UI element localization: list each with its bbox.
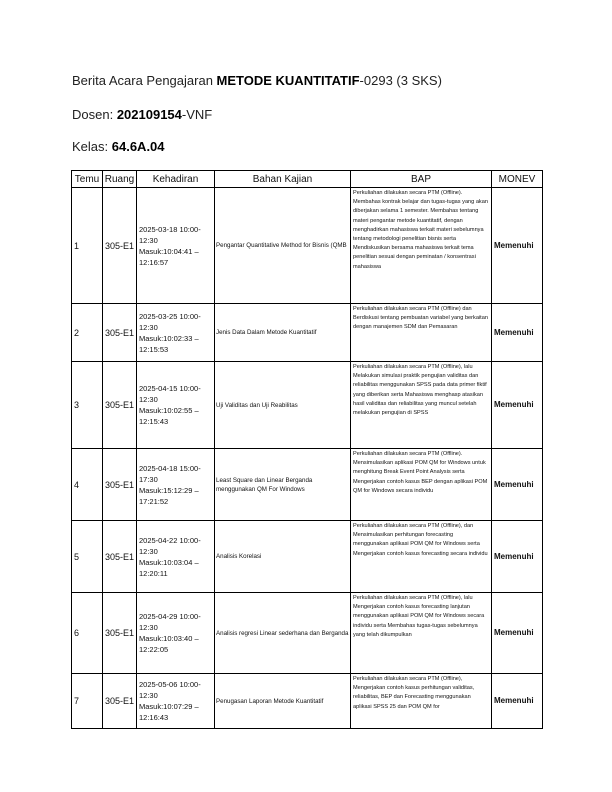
col-header-ruang: Ruang	[103, 171, 137, 188]
temu-cell: 6	[72, 593, 103, 674]
kehadiran-cell	[137, 449, 215, 521]
ruang-cell: 305-E1	[103, 304, 137, 362]
table-row	[72, 304, 543, 362]
col-header-monev: MONEV	[492, 171, 543, 188]
course-name: METODE KUANTITATIF	[216, 73, 360, 88]
masuk-text: Masuk:10:07:29 – 12:16:43	[139, 702, 199, 722]
bap-text: Perkuliahan dilakukan secara PTM (Offline). Membahas kontrak belajar dan tugas-tugas yang akan diberjakan selama 1 semester. Membahas tentang materi pengantar metode kuantitatif, dengan menghadirkan mahasiswa terkait materi sebelumnya tentang metodologi penelitian bisnis serta Mendiskusikan bersama mahasiswa terkait tema penelitian sesuai dengan peminatan / konsentrasi mahasiswa	[353, 190, 488, 270]
bap-cell	[351, 593, 492, 674]
col-header-temu: Temu	[72, 171, 103, 188]
schedule-text: 2025-03-18 10:00-12:30	[139, 224, 201, 245]
temu-cell: 4	[72, 449, 103, 521]
bap-cell	[351, 188, 492, 304]
table-header-row	[72, 171, 543, 188]
schedule-text: 2025-04-18 15:00-17:30	[139, 463, 201, 484]
temu-cell: 1	[72, 188, 103, 304]
temu-cell: 7	[72, 674, 103, 729]
col-header-kehadiran: Kehadiran	[137, 171, 215, 188]
bap-text: Perkuliahan dilakukan secara PTM (Offline), lalu Mengerjakan contoh kasus forecasting lanjutan menggunakan aplikasi POM QM for Windows secara individu serta Membahas tugas-tugas sebelumnya yang telah dikumpulkan	[353, 595, 485, 638]
monev-cell: Memenuhi	[492, 362, 543, 449]
dosen-label: Dosen:	[72, 107, 117, 122]
schedule-text: 2025-04-15 10:00-12:30	[139, 384, 201, 404]
temu-cell: 3	[72, 362, 103, 449]
bap-cell	[351, 674, 492, 729]
dosen-id: 202109154	[116, 107, 182, 122]
ruang-cell: 305-E1	[103, 674, 137, 729]
bahan-cell: Analisis regresi Linear sederhana dan Berganda	[215, 593, 351, 674]
masuk-text: Masuk:15:12:29 – 17:21:52	[139, 485, 199, 506]
monev-cell: Memenuhi	[492, 449, 543, 521]
kelas-value: 64.6A.04	[111, 139, 165, 154]
masuk-text: Masuk:10:02:33 – 12:15:53	[139, 333, 199, 354]
title-suffix: -0293 (3 SKS)	[359, 73, 442, 88]
kehadiran-cell	[137, 593, 215, 674]
monev-cell: Memenuhi	[492, 674, 543, 729]
class-line	[72, 139, 165, 154]
temu-cell: 2	[72, 304, 103, 362]
bap-text: Perkuliahan dilakukan secara PTM (Offline), Mengerjakan contoh kasus perhitungan validitas, reliabilitas, BEP dan Forecasting menggunakan aplikasi SPSS 25 dan POM QM for	[353, 676, 475, 710]
schedule-text: 2025-04-29 10:00-12:30	[139, 612, 201, 632]
col-header-bap: BAP	[351, 171, 492, 188]
table-row	[72, 521, 543, 593]
bap-text: Perkuliahan dilakukan secara PTM (Offline), dan Mensimulasikan perhitungan forecasting menggunakan aplikasi POM QM for Windows serta Mengerjakan contoh kasus forecasting secara individu	[353, 523, 488, 557]
schedule-text: 2025-05-06 10:00-12:30	[139, 680, 201, 700]
bap-text: Perkuliahan dilakukan secara PTM (Offline). Mensimulasikan aplikasi POM QM for Windows untuk menghitung Break Event Point Analysis serta Mengerjakan contoh kasus BEP dengan aplikasi POM QM for Windows secara individu	[353, 451, 488, 494]
table-row	[72, 674, 543, 729]
schedule-text: 2025-03-25 10:00-12:30	[139, 311, 201, 332]
ruang-cell: 305-E1	[103, 449, 137, 521]
bap-cell	[351, 521, 492, 593]
report-title	[72, 73, 442, 88]
masuk-text: Masuk:10:03:40 – 12:22:05	[139, 634, 199, 654]
kehadiran-cell	[137, 188, 215, 304]
teaching-report-table	[71, 170, 543, 729]
bap-text: Perkuliahan dilakukan secara PTM (Offline), lalu Melakukan simulasi praktik pengujian validitas dan reliabilitas menggunakan SPSS pada data primer fiktif yang diberikan serta Mahasiswa menghasp atasikan hasil validitas dan reliabilitas yang muncul setelah melakukan pengujian di SPSS	[353, 364, 487, 417]
masuk-text: Masuk:10:03:04 – 12:20:11	[139, 557, 199, 578]
monev-cell: Memenuhi	[492, 188, 543, 304]
bahan-cell: Penugasan Laporan Metode Kuantitatif	[215, 674, 351, 729]
kehadiran-cell	[137, 362, 215, 449]
kehadiran-cell	[137, 674, 215, 729]
kehadiran-cell	[137, 521, 215, 593]
table-row	[72, 449, 543, 521]
ruang-cell: 305-E1	[103, 362, 137, 449]
table-row	[72, 593, 543, 674]
kehadiran-cell	[137, 304, 215, 362]
bahan-cell: Uji Validitas dan Uji Reabilitas	[215, 362, 351, 449]
bahan-cell: Least Square dan Linear Berganda menggunakan QM For Windows	[215, 449, 351, 521]
col-header-bahan-kajian: Bahan Kajian	[215, 171, 351, 188]
monev-cell: Memenuhi	[492, 521, 543, 593]
bap-text: Perkuliahan dilakukan secara PTM (Offline) dan Berdiskusi tentang pembuatan variabel yang berkaitan dengan manajemen SDM dan Pemasaran	[353, 306, 488, 331]
bap-cell	[351, 362, 492, 449]
table-row	[72, 188, 543, 304]
dosen-suffix: -VNF	[181, 107, 213, 122]
schedule-text: 2025-04-22 10:00-12:30	[139, 535, 201, 556]
monev-cell: Memenuhi	[492, 593, 543, 674]
kelas-label: Kelas:	[72, 139, 112, 154]
bahan-cell: Pengantar Quantitative Method for Bisnis (QMB	[215, 188, 351, 304]
bahan-cell: Analisis Korelasi	[215, 521, 351, 593]
masuk-text: Masuk:10:02:55 – 12:15:43	[139, 406, 199, 426]
bap-cell	[351, 304, 492, 362]
lecturer-line	[72, 107, 212, 122]
bahan-cell: Jenis Data Dalam Metode Kuantitatif	[215, 304, 351, 362]
ruang-cell: 305-E1	[103, 188, 137, 304]
temu-cell: 5	[72, 521, 103, 593]
bap-cell	[351, 449, 492, 521]
ruang-cell: 305-E1	[103, 521, 137, 593]
masuk-text: Masuk:10:04:41 – 12:16:57	[139, 246, 199, 267]
monev-cell: Memenuhi	[492, 304, 543, 362]
title-prefix: Berita Acara Pengajaran	[72, 73, 217, 88]
ruang-cell: 305-E1	[103, 593, 137, 674]
table-row	[72, 362, 543, 449]
